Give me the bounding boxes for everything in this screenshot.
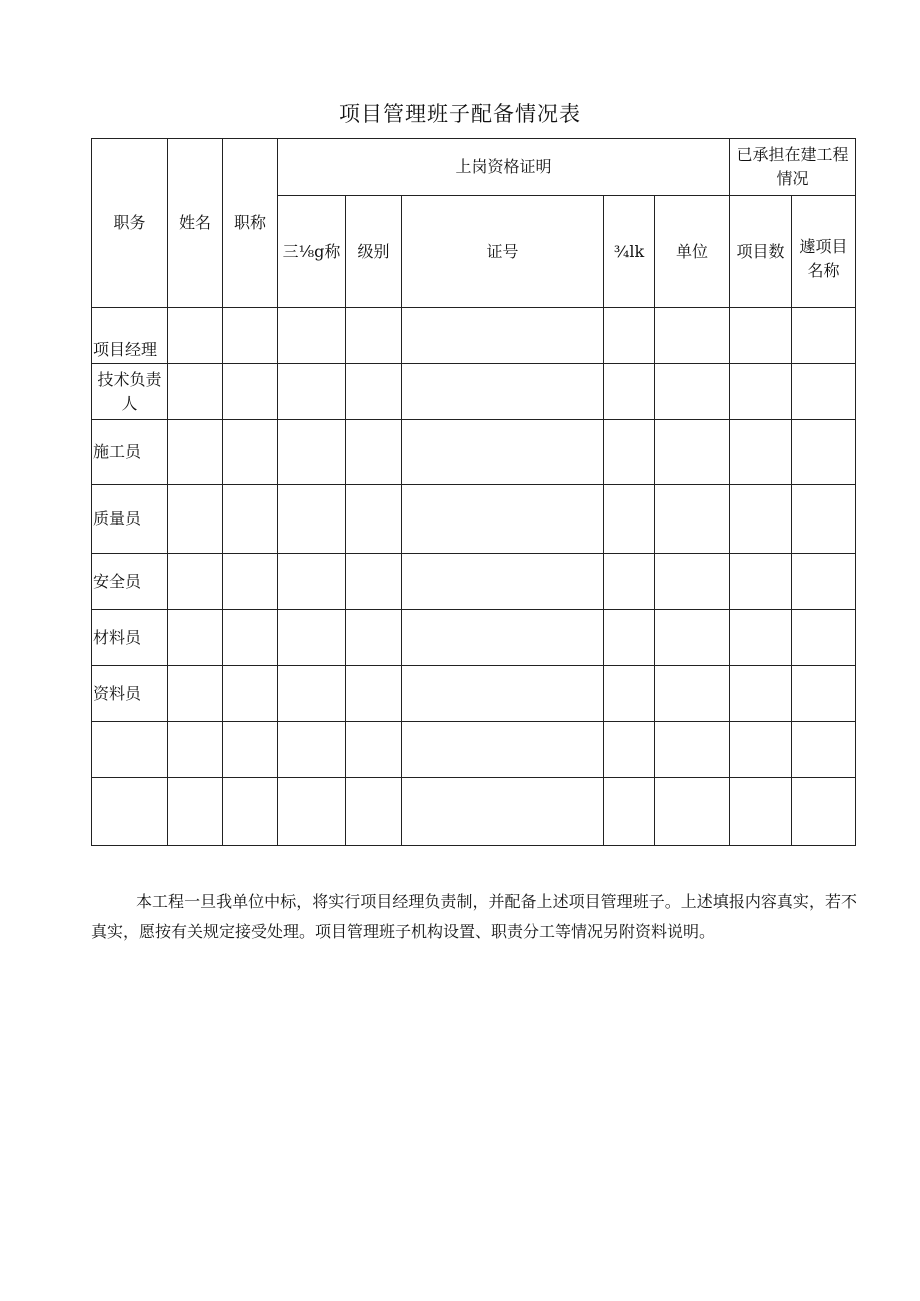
cert-no-cell[interactable] <box>402 308 604 364</box>
header-project-name: 遽项目名称 <box>792 196 856 308</box>
name-cell[interactable] <box>168 666 223 722</box>
level-cell[interactable] <box>346 722 402 778</box>
name-cell[interactable] <box>168 308 223 364</box>
header-unit: 单位 <box>655 196 730 308</box>
level-cell[interactable] <box>346 666 402 722</box>
cert-no-cell[interactable] <box>402 554 604 610</box>
job-title-cell[interactable] <box>223 308 278 364</box>
unit-cell[interactable] <box>655 308 730 364</box>
cert-name-cell[interactable] <box>278 778 346 846</box>
project-count-cell[interactable] <box>730 778 792 846</box>
header-role: 职务 <box>92 139 168 308</box>
job-title-cell[interactable] <box>223 778 278 846</box>
table-row <box>92 554 856 610</box>
cert-no-cell[interactable] <box>402 666 604 722</box>
name-cell[interactable] <box>168 610 223 666</box>
header-qualification-group: 上岗资格证明 <box>278 139 730 196</box>
table-row <box>92 722 856 778</box>
project-count-cell[interactable] <box>730 666 792 722</box>
specialty-cell[interactable] <box>604 666 655 722</box>
cert-no-cell[interactable] <box>402 364 604 420</box>
declaration-note: 本工程一旦我单位中标，将实行项目经理负责制，并配备上述项目管理班子。上述填报内容真实，若不真实，愿按有关规定接受处理。项目管理班子机构设置、职责分工等情况另附资料说明。 <box>91 892 857 941</box>
table-row <box>92 308 856 364</box>
project-name-cell[interactable] <box>792 554 856 610</box>
level-cell[interactable] <box>346 364 402 420</box>
table-row <box>92 666 856 722</box>
role-cell: 施工员 <box>92 420 168 485</box>
page-title: 项目管理班子配备情况表 <box>339 102 581 126</box>
table-row <box>92 420 856 485</box>
job-title-cell[interactable] <box>223 485 278 554</box>
specialty-cell[interactable] <box>604 485 655 554</box>
cert-name-cell[interactable] <box>278 666 346 722</box>
project-count-cell[interactable] <box>730 308 792 364</box>
level-cell[interactable] <box>346 554 402 610</box>
project-name-cell[interactable] <box>792 485 856 554</box>
project-count-cell[interactable] <box>730 485 792 554</box>
unit-cell[interactable] <box>655 778 730 846</box>
cert-no-cell[interactable] <box>402 722 604 778</box>
cert-name-cell[interactable] <box>278 364 346 420</box>
table-row <box>92 485 856 554</box>
role-cell: 安全员 <box>92 554 168 610</box>
cert-name-cell[interactable] <box>278 610 346 666</box>
job-title-cell[interactable] <box>223 420 278 485</box>
cert-name-cell[interactable] <box>278 722 346 778</box>
header-cert-name: 三⅛g称 <box>278 196 346 308</box>
project-count-cell[interactable] <box>730 610 792 666</box>
project-name-cell[interactable] <box>792 364 856 420</box>
project-count-cell[interactable] <box>730 364 792 420</box>
role-cell: 资料员 <box>92 666 168 722</box>
role-cell: 材料员 <box>92 610 168 666</box>
job-title-cell[interactable] <box>223 554 278 610</box>
project-name-cell[interactable] <box>792 722 856 778</box>
header-name: 姓名 <box>168 139 223 308</box>
project-name-cell[interactable] <box>792 778 856 846</box>
specialty-cell[interactable] <box>604 364 655 420</box>
job-title-cell[interactable] <box>223 364 278 420</box>
header-cert-no: 证号 <box>402 196 604 308</box>
table-row <box>92 364 856 420</box>
unit-cell[interactable] <box>655 364 730 420</box>
unit-cell[interactable] <box>655 485 730 554</box>
unit-cell[interactable] <box>655 420 730 485</box>
project-count-cell[interactable] <box>730 420 792 485</box>
cert-no-cell[interactable] <box>402 485 604 554</box>
cert-no-cell[interactable] <box>402 420 604 485</box>
name-cell[interactable] <box>168 722 223 778</box>
level-cell[interactable] <box>346 778 402 846</box>
project-name-cell[interactable] <box>792 308 856 364</box>
role-cell: 技术负责人 <box>92 364 168 420</box>
specialty-cell[interactable] <box>604 308 655 364</box>
name-cell[interactable] <box>168 364 223 420</box>
specialty-cell[interactable] <box>604 778 655 846</box>
specialty-cell[interactable] <box>604 722 655 778</box>
unit-cell[interactable] <box>655 610 730 666</box>
specialty-cell[interactable] <box>604 420 655 485</box>
project-name-cell[interactable] <box>792 666 856 722</box>
cert-no-cell[interactable] <box>402 778 604 846</box>
specialty-cell[interactable] <box>604 610 655 666</box>
cert-name-cell[interactable] <box>278 485 346 554</box>
staff-table <box>91 138 856 846</box>
cert-no-cell[interactable] <box>402 610 604 666</box>
project-name-cell[interactable] <box>792 420 856 485</box>
job-title-cell[interactable] <box>223 666 278 722</box>
project-count-cell[interactable] <box>730 554 792 610</box>
header-level: 级别 <box>346 196 402 308</box>
table-row <box>92 778 856 846</box>
level-cell[interactable] <box>346 610 402 666</box>
cert-name-cell[interactable] <box>278 554 346 610</box>
cert-name-cell[interactable] <box>278 420 346 485</box>
name-cell[interactable] <box>168 554 223 610</box>
level-cell[interactable] <box>346 308 402 364</box>
level-cell[interactable] <box>346 485 402 554</box>
header-ongoing-group: 已承担在建工程情况 <box>730 139 856 196</box>
cert-name-cell[interactable] <box>278 308 346 364</box>
role-cell: 项目经理 <box>92 308 168 364</box>
project-count-cell[interactable] <box>730 722 792 778</box>
unit-cell[interactable] <box>655 554 730 610</box>
name-cell[interactable] <box>168 420 223 485</box>
header-project-count: 项目数 <box>730 196 792 308</box>
unit-cell[interactable] <box>655 666 730 722</box>
role-cell <box>92 722 168 778</box>
role-cell <box>92 778 168 846</box>
name-cell[interactable] <box>168 485 223 554</box>
job-title-cell[interactable] <box>223 722 278 778</box>
project-name-cell[interactable] <box>792 610 856 666</box>
header-specialty: ¾lk <box>604 196 655 308</box>
table-row <box>92 610 856 666</box>
name-cell[interactable] <box>168 778 223 846</box>
header-job-title: 职称 <box>223 139 278 308</box>
unit-cell[interactable] <box>655 722 730 778</box>
header-row-1 <box>92 139 856 196</box>
level-cell[interactable] <box>346 420 402 485</box>
role-cell: 质量员 <box>92 485 168 554</box>
specialty-cell[interactable] <box>604 554 655 610</box>
job-title-cell[interactable] <box>223 610 278 666</box>
